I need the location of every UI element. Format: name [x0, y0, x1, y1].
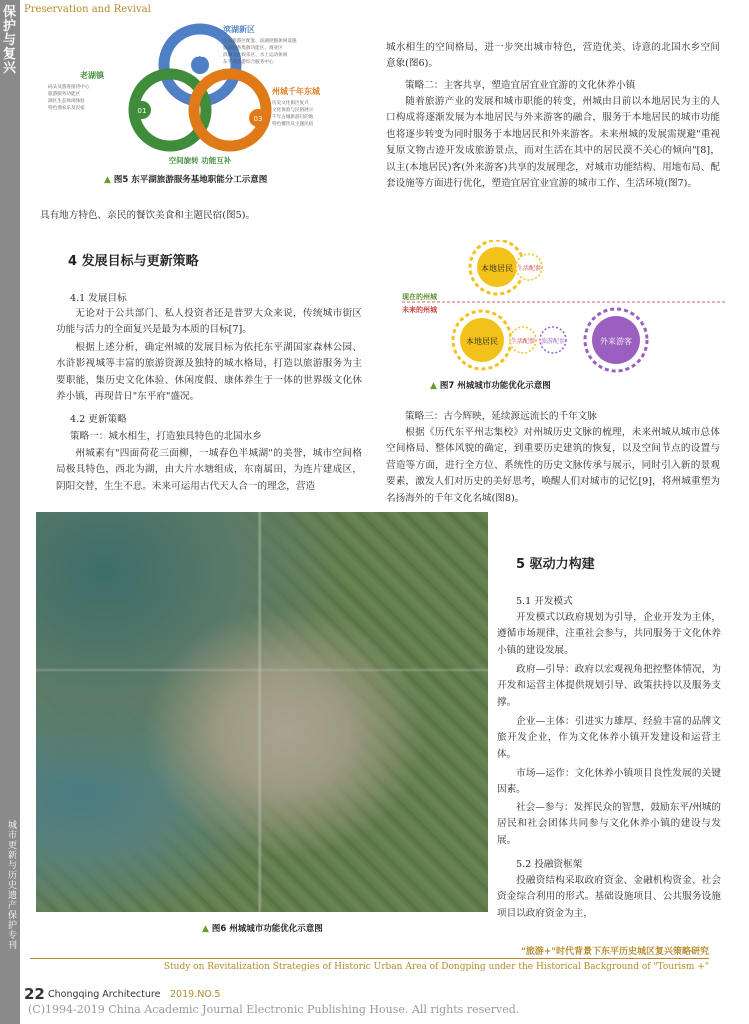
satellite-map-image [36, 512, 488, 912]
heading-section-5: 5 驱动力构建 [516, 557, 595, 572]
fig7-now-label: 现在的州城 [402, 293, 437, 301]
fig5-west-line: 旅游服务功能区 [48, 92, 81, 97]
paragraph: 投融资结构采取政府资金、金融机构资金、社会资金综合利用的形式。基础设施项目、公共服务设施项目以政府资金为主， [497, 875, 721, 919]
heading-5-1: 5.1 开发模式 [516, 596, 573, 607]
paragraph: 根据上述分析，确定州城的发展目标为依托东平湖国家森林公园、水浒影视城等丰富的旅游资源及独特的城水格局，打造以旅游服务为主要职能，集历史文化体验、休闲度假、康体养生于一体的世界级文化休养小镇，再现昔日"东平府"盛况。 [56, 342, 362, 403]
issue-number: 2019.NO.5 [170, 989, 221, 1000]
paragraph: 政府—引导：政府以宏观视角把控整体情况，为开发和运营主体提供规划引导、政策扶持以及服务支撑。 [497, 664, 721, 708]
paragraph: 具有地方特色、亲民的餐饮美食和主题民宿(图5)。 [40, 210, 256, 221]
fig5-north-line: 东平湖旅游综合服务中心 [223, 60, 274, 65]
journal-vertical-label: 城市更新与历史遗产保护专刊 [6, 820, 16, 950]
fig7-resident-top-label: 本地居民 [481, 264, 513, 273]
fig5-north-line: 旅游服务集散功能区、商业区 [223, 46, 283, 51]
fig5-west-title: 老湖镇 [80, 71, 104, 80]
fig5-west-line: 特色渔家乐及民宿 [48, 106, 85, 111]
fig5-north-line: 生态旅游区配套、滨湖度假休闲设施 [223, 39, 297, 44]
paragraph: 无论对于公共部门、私人投资者还是普罗大众来说，传统城市街区功能与活力的全面复兴是最为本质的目标[7]。 [56, 308, 362, 336]
fig5-east-line: 历史文化街区复兴 [272, 101, 309, 106]
caption-triangle-icon: ▲ [202, 924, 209, 934]
caption-triangle-icon: ▲ [430, 381, 437, 391]
fig5-center-label: 空间旋转 功能互补 [168, 156, 232, 165]
copyright-notice: (C)1994-2019 China Academic Journal Electronic Publishing House. All rights reserved. [28, 1003, 520, 1016]
page-number: 22 [24, 985, 45, 1003]
heading-5-2: 5.2 投融资框架 [516, 859, 583, 870]
figure-5 [40, 10, 340, 170]
footer-divider [30, 958, 709, 959]
paragraph: 根据《历代东平州志集校》对州城历史文脉的梳理，未来州城从城市总体空间格局、整体风貌的确定，到重要历史建筑的恢复，以及空间节点的设置与营造等方面，进行全方位、系统性的历史文脉传承与展示，同时引入新的景观要素，激发人们对历史的美好思考，唤醒人们对城市的记忆[9]，将州城重塑为名扬海外的千年文化名城(图8)。 [386, 427, 720, 504]
fig5-num-west: 01 [137, 107, 147, 115]
fig7-future-label: 未来的州城 [402, 306, 437, 314]
fig5-east-line: 特色餐饮及主题民宿 [272, 122, 314, 127]
paragraph: 州城素有"四面荷花三面柳，一城春色半城湖"的美誉，城市空间格局极具特色，西北为湖，由大片水塘组成，东南属田，为连片建成区，阴阳交替，生生不息。未来可运用古代天人合一的理念，营造 [56, 448, 362, 492]
paragraph: 随着旅游产业的发展和城市职能的转变，州城由目前以本地居民为主的人口构成将逐渐发展为本地居民与外来游客的融合，服务于本地居民的城市功能也将逐步转变为同时服务于本地居民和外来游客。未来州城的发展需规避"重视复原文物古迹开发成旅游景点，而对生活在其中的居民漠不关心的倾向"[8]，以主(本地居民)客(外来游客)共享的发展理念，对城市功能结构、用地布局、配套设施等方面进行优化，塑造宜居宜业宜游的城市工作、生活环境(图7)。 [386, 96, 720, 190]
journal-name: Chongqing Architecture [48, 989, 161, 1000]
fig5-north-title: 滨湖新区 [223, 25, 255, 34]
side-band [0, 0, 20, 1024]
figure-7-caption: ▲ 图7 州城城市功能优化示意图 [430, 381, 551, 391]
fig5-num-north: 02 [195, 51, 205, 59]
section-english-label: Preservation and Revival [24, 4, 151, 15]
fig5-east-line: 文化体验与民俗展示 [272, 108, 314, 113]
paragraph: 开发模式以政府规划为引导，企业开发为主体，遵循市场规律，注重社会参与，共同服务于文化休养小镇的建设发展。 [497, 612, 721, 656]
figure-6-caption: ▲ 图6 州城城市功能优化示意图 [202, 924, 323, 934]
heading-strategy-3: 策略三：古今辉映，延续源远流长的千年文脉 [405, 411, 597, 422]
figure-5-caption: ▲ 图5 东平湖旅游服务基地职能分工示意图 [104, 175, 268, 185]
fig5-west-line: 码头及游客接待中心 [48, 85, 90, 90]
fig5-north-line: 滨湖文化娱乐区、水上运动休闲 [223, 53, 288, 58]
heading-4-1: 4.1 发展目标 [70, 293, 127, 304]
paragraph: 城水相生的空间格局，进一步突出城市特色，营造优美、诗意的北国水乡空间意象(图6)。 [386, 42, 720, 70]
footer-title-chinese: "旅游+"时代背景下东平历史城区复兴策略研究 [521, 947, 709, 957]
caption-triangle-icon: ▲ [104, 175, 111, 185]
paragraph: 市场—运作：文化休养小镇项目良性发展的关键因素。 [497, 768, 721, 796]
fig7-resident-bottom-label: 本地居民 [466, 337, 498, 346]
fig7-service-bottom-label: 生活配套 [510, 338, 536, 345]
fig5-num-east: 03 [253, 115, 263, 123]
heading-strategy-1: 策略一：城水相生，打造独具特色的北国水乡 [70, 431, 262, 442]
heading-strategy-2: 策略二：主客共享，塑造宜居宜业宜游的文化休养小镇 [405, 80, 636, 91]
fig7-service-top-label: 生活配套 [516, 265, 542, 272]
paragraph: 社会—参与：发挥民众的智慧，鼓励东平/州城的居民和社会团体共同参与文化休养小镇的建设与发展。 [497, 802, 721, 846]
fig5-east-line: 千年古城旅游目的地 [272, 115, 314, 120]
category-label: 保护与复兴 [3, 5, 17, 76]
heading-section-4: 4 发展目标与更新策略 [68, 254, 199, 269]
footer-title-english: Study on Revitalization Strategies of Historic Urban Area of Dongping under the Historical Background of "Tourism +" [163, 962, 709, 972]
figure-7 [392, 240, 727, 375]
heading-4-2: 4.2 更新策略 [70, 414, 127, 425]
fig7-tourism-label: 旅游配套 [540, 338, 566, 345]
paragraph: 企业—主体：引进实力雄厚、经验丰富的品牌文旅开发企业，作为文化休养小镇开发建设和运营主体。 [497, 716, 721, 760]
fig7-tourist-label: 外来游客 [600, 337, 632, 346]
fig5-east-title: 州城千年东城 [272, 87, 320, 96]
fig5-west-line: 湖区生态休闲体验 [48, 99, 85, 104]
